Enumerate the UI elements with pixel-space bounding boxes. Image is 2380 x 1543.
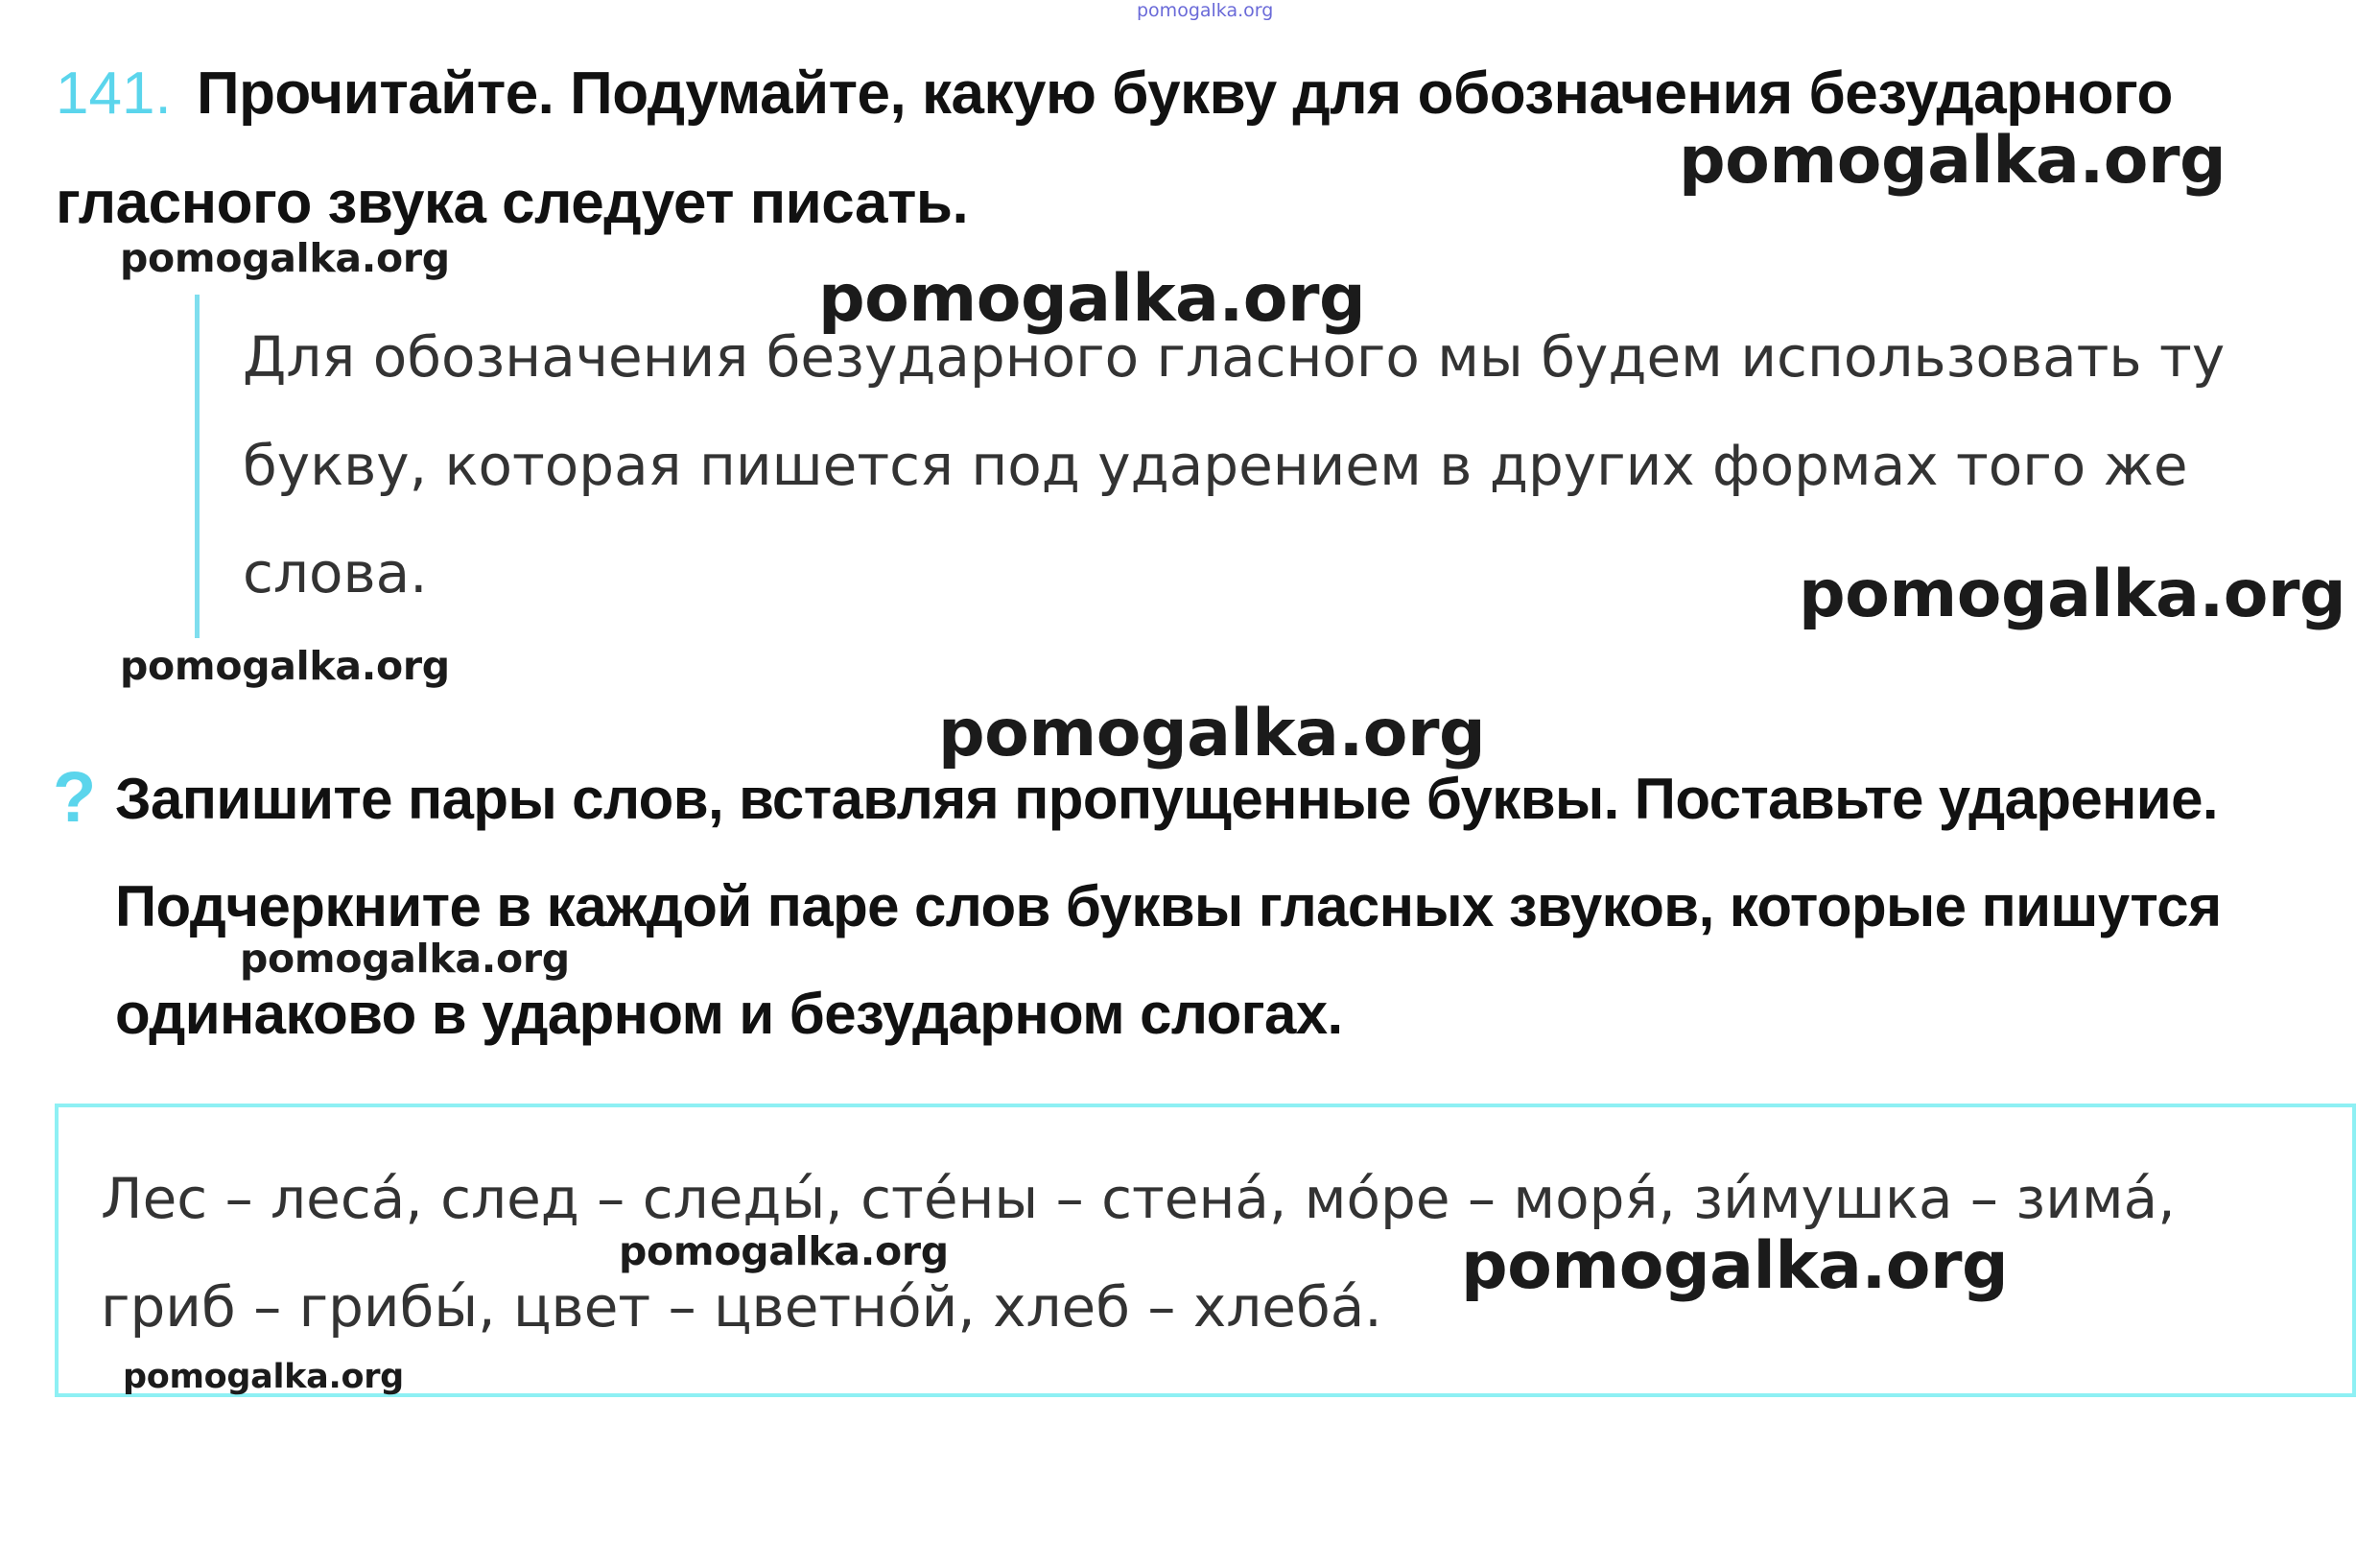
rule-answer-line-3: слова. [243,540,428,605]
exercise-number: 141. [56,60,172,127]
watermark: pomogalka.org [123,1358,404,1396]
word-pairs-line-2: гриб – грибы́, цвет – цветно́й, хлеб – хлеба́. [101,1274,1382,1340]
watermark: pomogalka.org [619,1228,949,1274]
rule-answer-line-2: букву, которая пишется под ударением в других формах того же [243,433,2188,498]
site-header-watermark: pomogalka.org [1137,0,1274,21]
watermark: pomogalka.org [1679,123,2227,199]
answer-accent-bar [195,295,200,638]
watermark: pomogalka.org [120,235,450,281]
watermark: pomogalka.org [1799,557,2346,632]
task-line-3: одинаково в ударном и безударном слогах. [115,982,1343,1046]
rule-answer-line-1: Для обозначения безударного гласного мы будем использовать ту [243,324,2226,390]
exercise-heading-line-1: Прочитайте. Подумайте, какую букву для обозначения безударного [197,60,2173,127]
task-line-2: Подчеркните в каждой паре слов буквы гласных звуков, которые пишутся [115,874,2222,938]
exercise-heading-line-2: гласного звука следует писать. [56,170,969,236]
word-pairs-line-1: Лес – леса́, след – следы́, сте́ны – стена́, мо́ре – моря́, зи́мушка – зима́, [101,1166,2176,1231]
answer-box [55,1104,2356,1397]
watermark: pomogalka.org [120,643,450,689]
watermark: pomogalka.org [1461,1228,2009,1304]
task-line-1: Запишите пары слов, вставляя пропущенные буквы. Поставьте ударение. [115,767,2218,831]
question-icon: ? [53,757,97,837]
watermark: pomogalka.org [240,936,570,982]
watermark: pomogalka.org [938,696,1486,772]
watermark: pomogalka.org [818,261,1366,337]
